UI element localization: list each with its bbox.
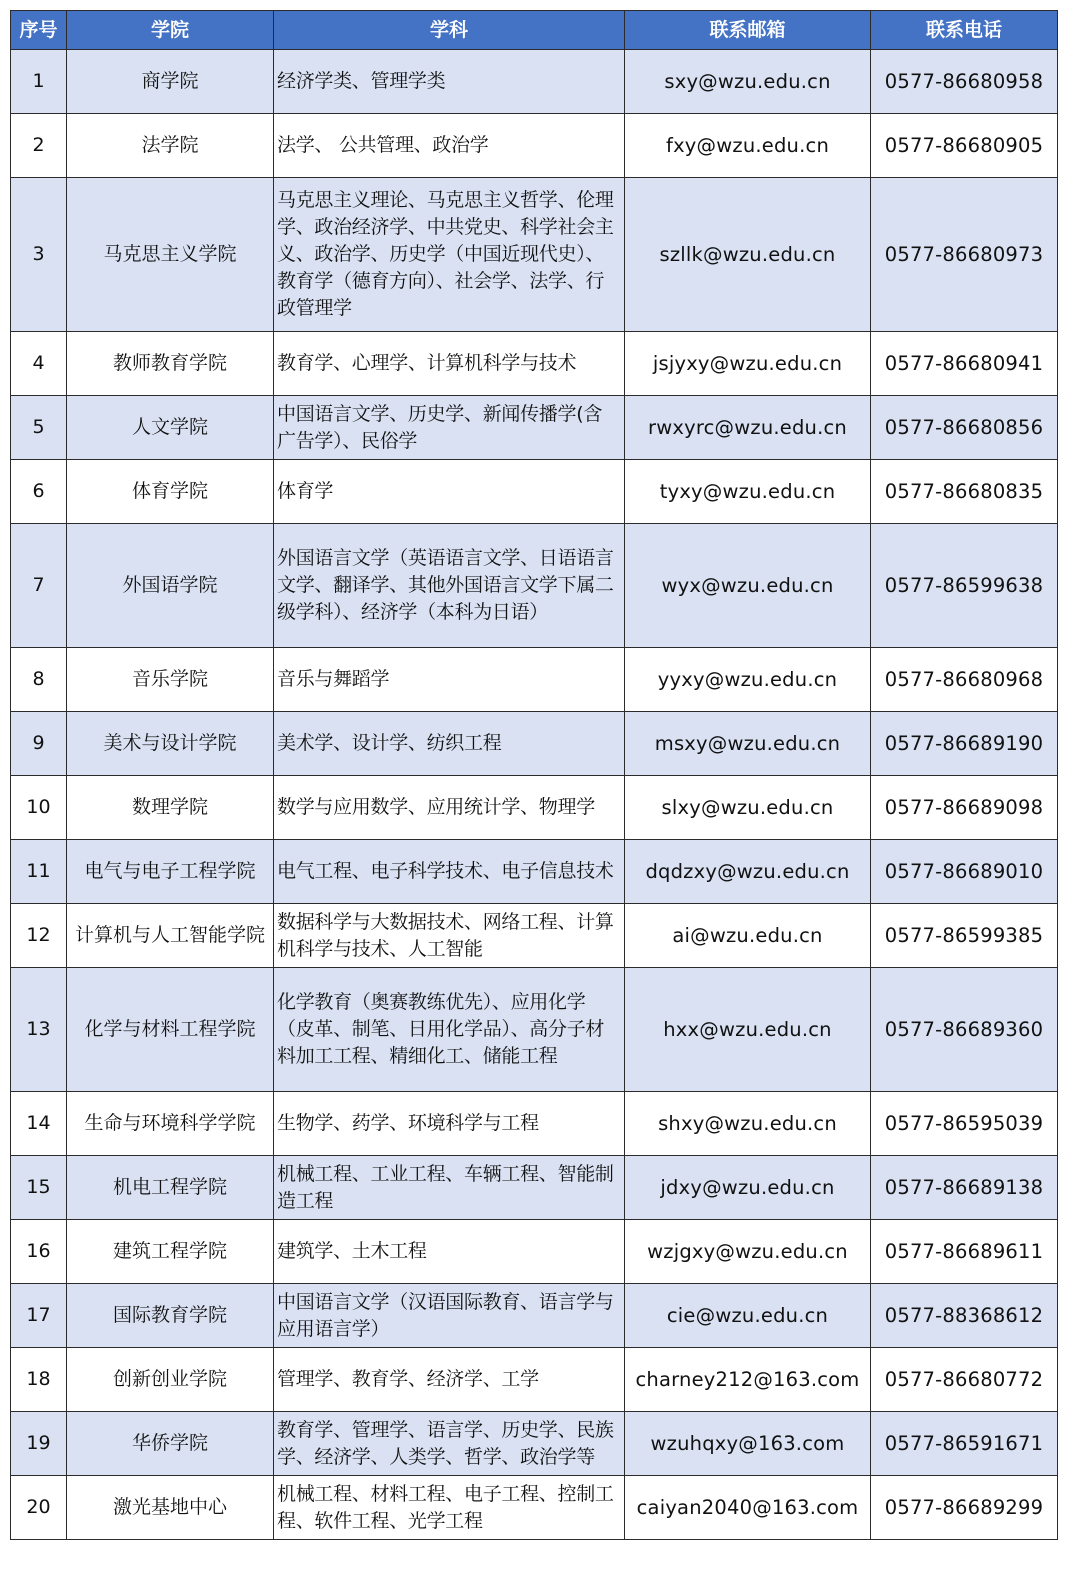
row-index: 17 xyxy=(11,1284,67,1348)
email-link[interactable]: jsjyxy@wzu.edu.cn xyxy=(625,332,871,396)
row-index: 7 xyxy=(11,524,67,648)
phone-number: 0577-86689611 xyxy=(871,1220,1058,1284)
subjects-text: 建筑学、土木工程 xyxy=(274,1220,625,1284)
table-row xyxy=(11,524,1058,648)
header-subjects: 学科 xyxy=(274,11,625,50)
college-name: 外国语学院 xyxy=(67,524,274,648)
college-name: 激光基地中心 xyxy=(67,1476,274,1540)
table-row xyxy=(11,178,1058,332)
row-index: 4 xyxy=(11,332,67,396)
table-row xyxy=(11,776,1058,840)
phone-number: 0577-86591671 xyxy=(871,1412,1058,1476)
phone-number: 0577-86595039 xyxy=(871,1092,1058,1156)
table-row xyxy=(11,840,1058,904)
subjects-text: 经济学类、管理学类 xyxy=(274,50,625,114)
table-row xyxy=(11,1348,1058,1412)
table-row xyxy=(11,968,1058,1092)
college-name: 教师教育学院 xyxy=(67,332,274,396)
table-row xyxy=(11,1156,1058,1220)
email-link[interactable]: tyxy@wzu.edu.cn xyxy=(625,460,871,524)
email-link[interactable]: rwxyrc@wzu.edu.cn xyxy=(625,396,871,460)
row-index: 11 xyxy=(11,840,67,904)
row-index: 9 xyxy=(11,712,67,776)
email-link[interactable]: fxy@wzu.edu.cn xyxy=(625,114,871,178)
college-name: 音乐学院 xyxy=(67,648,274,712)
college-name: 电气与电子工程学院 xyxy=(67,840,274,904)
email-link[interactable]: cie@wzu.edu.cn xyxy=(625,1284,871,1348)
phone-number: 0577-86689010 xyxy=(871,840,1058,904)
phone-number: 0577-86680835 xyxy=(871,460,1058,524)
contact-table xyxy=(10,10,1058,1540)
row-index: 2 xyxy=(11,114,67,178)
table-row xyxy=(11,396,1058,460)
college-name: 创新创业学院 xyxy=(67,1348,274,1412)
row-index: 14 xyxy=(11,1092,67,1156)
row-index: 8 xyxy=(11,648,67,712)
subjects-text: 中国语言文学（汉语国际教育、语言学与应用语言学） xyxy=(274,1284,625,1348)
phone-number: 0577-86680856 xyxy=(871,396,1058,460)
phone-number: 0577-86680958 xyxy=(871,50,1058,114)
subjects-text: 法学、 公共管理、政治学 xyxy=(274,114,625,178)
college-name: 化学与材料工程学院 xyxy=(67,968,274,1092)
subjects-text: 机械工程、工业工程、车辆工程、智能制造工程 xyxy=(274,1156,625,1220)
row-index: 16 xyxy=(11,1220,67,1284)
college-name: 机电工程学院 xyxy=(67,1156,274,1220)
email-link[interactable]: shxy@wzu.edu.cn xyxy=(625,1092,871,1156)
table-row xyxy=(11,1412,1058,1476)
subjects-text: 马克思主义理论、马克思主义哲学、伦理学、政治经济学、中共党史、科学社会主义、政治学、历史学（中国近现代史）、教育学（德育方向）、社会学、法学、行政管理学 xyxy=(274,178,625,332)
subjects-text: 生物学、药学、环境科学与工程 xyxy=(274,1092,625,1156)
phone-number: 0577-86680941 xyxy=(871,332,1058,396)
phone-number: 0577-86689360 xyxy=(871,968,1058,1092)
email-link[interactable]: wyx@wzu.edu.cn xyxy=(625,524,871,648)
subjects-text: 化学教育（奥赛教练优先）、应用化学（皮革、制笔、日用化学品）、高分子材料加工工程、精细化工、储能工程 xyxy=(274,968,625,1092)
email-link[interactable]: yyxy@wzu.edu.cn xyxy=(625,648,871,712)
subjects-text: 教育学、管理学、语言学、历史学、民族学、经济学、人类学、哲学、政治学等 xyxy=(274,1412,625,1476)
row-index: 13 xyxy=(11,968,67,1092)
college-name: 商学院 xyxy=(67,50,274,114)
table-row xyxy=(11,904,1058,968)
row-index: 12 xyxy=(11,904,67,968)
table-row xyxy=(11,1284,1058,1348)
subjects-text: 体育学 xyxy=(274,460,625,524)
table-row xyxy=(11,1476,1058,1540)
college-name: 马克思主义学院 xyxy=(67,178,274,332)
header-phone: 联系电话 xyxy=(871,11,1058,50)
phone-number: 0577-86689299 xyxy=(871,1476,1058,1540)
email-link[interactable]: szllk@wzu.edu.cn xyxy=(625,178,871,332)
email-link[interactable]: charney212@163.com xyxy=(625,1348,871,1412)
header-email: 联系邮箱 xyxy=(625,11,871,50)
subjects-text: 管理学、教育学、经济学、工学 xyxy=(274,1348,625,1412)
phone-number: 0577-86680968 xyxy=(871,648,1058,712)
email-link[interactable]: hxx@wzu.edu.cn xyxy=(625,968,871,1092)
subjects-text: 数据科学与大数据技术、网络工程、计算机科学与技术、人工智能 xyxy=(274,904,625,968)
row-index: 3 xyxy=(11,178,67,332)
header-index: 序号 xyxy=(11,11,67,50)
subjects-text: 中国语言文学、历史学、新闻传播学(含广告学）、民俗学 xyxy=(274,396,625,460)
row-index: 5 xyxy=(11,396,67,460)
phone-number: 0577-86599638 xyxy=(871,524,1058,648)
phone-number: 0577-86599385 xyxy=(871,904,1058,968)
college-name: 法学院 xyxy=(67,114,274,178)
phone-number: 0577-86680905 xyxy=(871,114,1058,178)
row-index: 19 xyxy=(11,1412,67,1476)
college-name: 计算机与人工智能学院 xyxy=(67,904,274,968)
row-index: 18 xyxy=(11,1348,67,1412)
row-index: 10 xyxy=(11,776,67,840)
table-row xyxy=(11,712,1058,776)
phone-number: 0577-88368612 xyxy=(871,1284,1058,1348)
phone-number: 0577-86680772 xyxy=(871,1348,1058,1412)
subjects-text: 数学与应用数学、应用统计学、物理学 xyxy=(274,776,625,840)
phone-number: 0577-86689138 xyxy=(871,1156,1058,1220)
email-link[interactable]: wzjgxy@wzu.edu.cn xyxy=(625,1220,871,1284)
table-row xyxy=(11,1220,1058,1284)
row-index: 15 xyxy=(11,1156,67,1220)
college-name: 人文学院 xyxy=(67,396,274,460)
subjects-text: 美术学、设计学、纺织工程 xyxy=(274,712,625,776)
row-index: 1 xyxy=(11,50,67,114)
table-row xyxy=(11,648,1058,712)
phone-number: 0577-86689190 xyxy=(871,712,1058,776)
row-index: 6 xyxy=(11,460,67,524)
college-name: 建筑工程学院 xyxy=(67,1220,274,1284)
college-name: 国际教育学院 xyxy=(67,1284,274,1348)
subjects-text: 外国语言文学（英语语言文学、日语语言文学、翻译学、其他外国语言文学下属二级学科）、经济学（本科为日语） xyxy=(274,524,625,648)
subjects-text: 教育学、心理学、计算机科学与技术 xyxy=(274,332,625,396)
header-college: 学院 xyxy=(67,11,274,50)
email-link[interactable]: ai@wzu.edu.cn xyxy=(625,904,871,968)
email-link[interactable]: jdxy@wzu.edu.cn xyxy=(625,1156,871,1220)
email-link[interactable]: sxy@wzu.edu.cn xyxy=(625,50,871,114)
header-row xyxy=(11,11,1058,50)
table-row xyxy=(11,114,1058,178)
email-link[interactable]: msxy@wzu.edu.cn xyxy=(625,712,871,776)
email-link[interactable]: wzuhqxy@163.com xyxy=(625,1412,871,1476)
email-link[interactable]: caiyan2040@163.com xyxy=(625,1476,871,1540)
email-link[interactable]: slxy@wzu.edu.cn xyxy=(625,776,871,840)
table-row xyxy=(11,332,1058,396)
phone-number: 0577-86680973 xyxy=(871,178,1058,332)
college-name: 生命与环境科学学院 xyxy=(67,1092,274,1156)
college-name: 美术与设计学院 xyxy=(67,712,274,776)
college-name: 体育学院 xyxy=(67,460,274,524)
college-name: 华侨学院 xyxy=(67,1412,274,1476)
subjects-text: 电气工程、电子科学技术、电子信息技术 xyxy=(274,840,625,904)
subjects-text: 机械工程、材料工程、电子工程、控制工程、软件工程、光学工程 xyxy=(274,1476,625,1540)
email-link[interactable]: dqdzxy@wzu.edu.cn xyxy=(625,840,871,904)
table-row xyxy=(11,460,1058,524)
college-name: 数理学院 xyxy=(67,776,274,840)
row-index: 20 xyxy=(11,1476,67,1540)
phone-number: 0577-86689098 xyxy=(871,776,1058,840)
subjects-text: 音乐与舞蹈学 xyxy=(274,648,625,712)
table-row xyxy=(11,50,1058,114)
table-row xyxy=(11,1092,1058,1156)
